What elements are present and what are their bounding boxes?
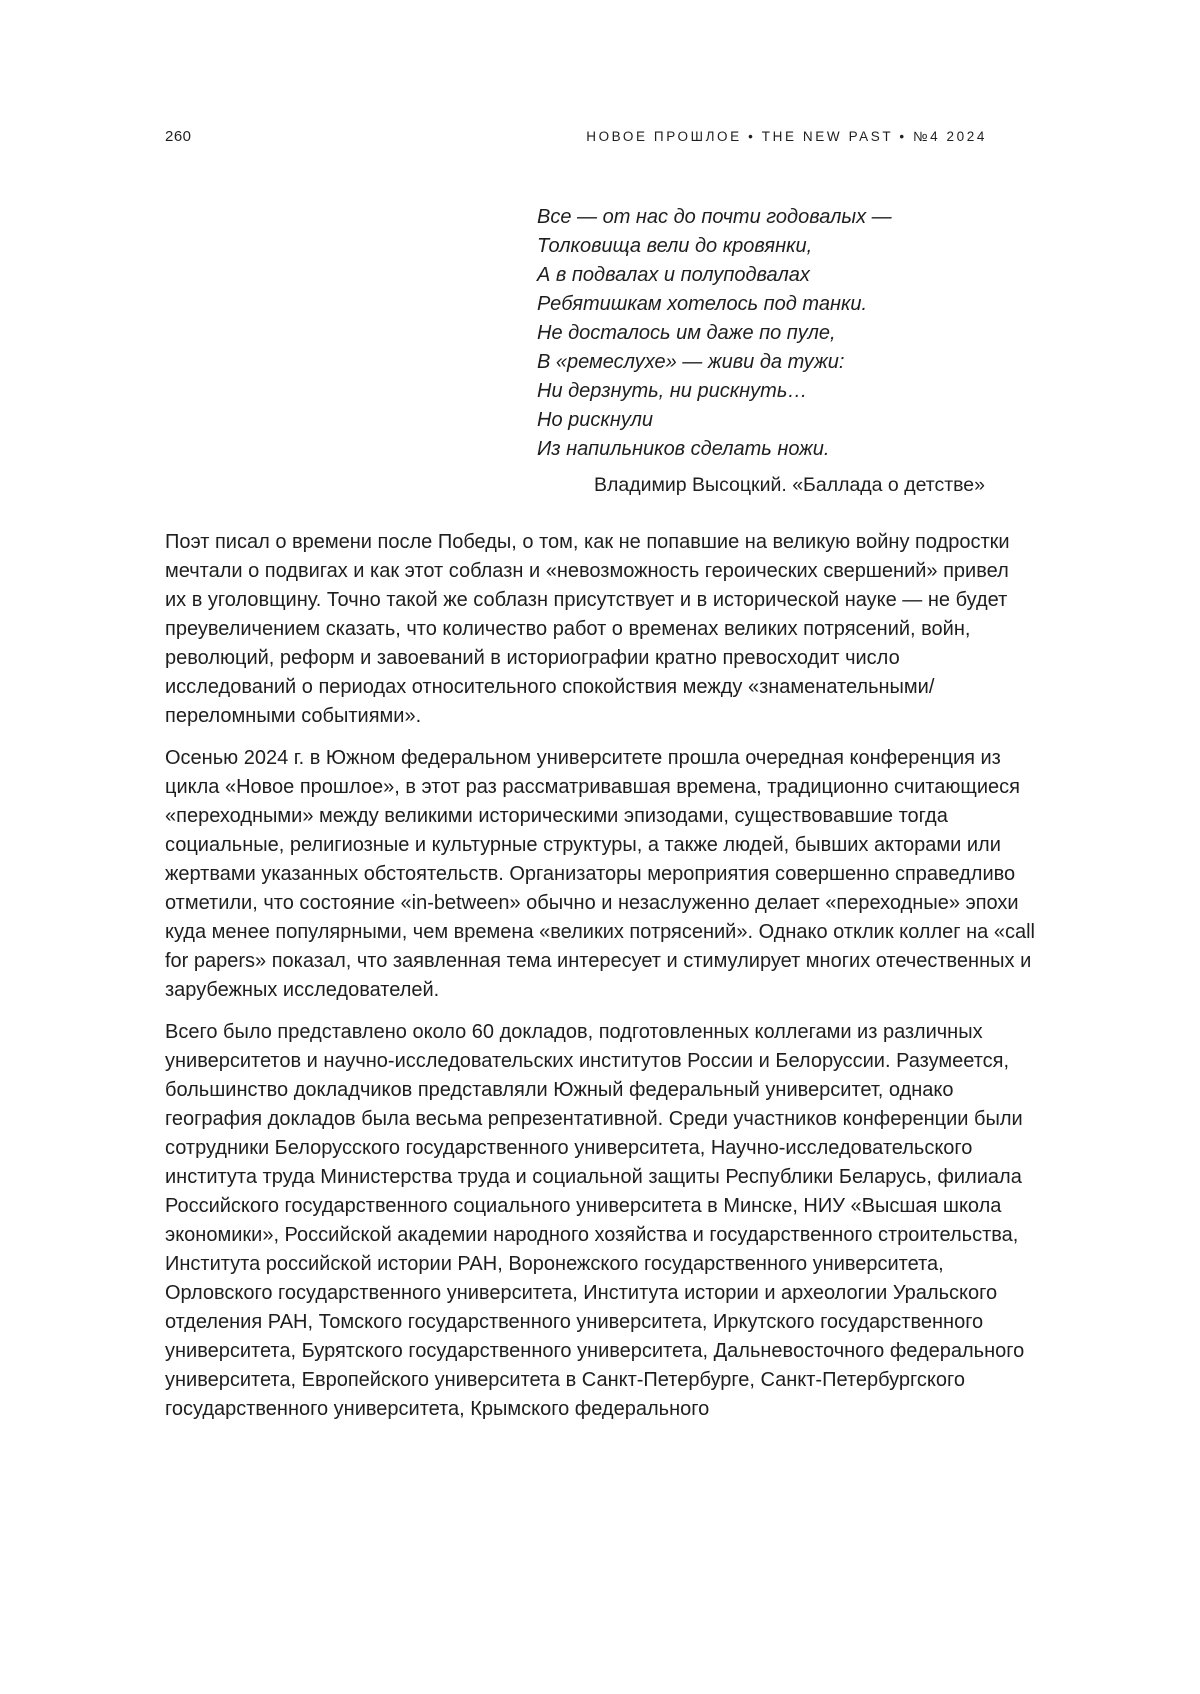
epigraph-line: В «ремеслухе» — живи да тужи: [537, 351, 845, 373]
page-number: 260 [165, 128, 192, 145]
epigraph-poem [537, 203, 1035, 464]
epigraph-attribution: Владимир Высоцкий. «Баллада о детстве» [593, 474, 985, 496]
epigraph-line: Ребятишкам хотелось под танки. [537, 293, 868, 315]
epigraph-line: Все — от нас до почти годовалых — [537, 206, 892, 228]
paragraph: Всего было представлено около 60 докладов, подготовленных коллегами из различных университетов и научно-исследовательских институтов России и Белоруссии. Разумеется, большинство докладчиков представляли Южный федеральный университет, однако география докладов была весьма репрезентативной. Среди участников конференции были сотрудники Белорусского государственного университета, Научно-исследовательского института труда Министерства труда и социальной защиты Республики Беларусь, филиала Российского государственного социального университета в Минске, НИУ «Высшая школа экономики», Российской академии народного хозяйства и государственного строительства, Института российской истории РАН, Воронежского государственного университета, Орловского государственного университета, Института истории и археологии Уральского отделения РАН, Томского государственного университета, Иркутского государственного университета, Бурятского государственного университета, Дальневосточного федерального университета, Европейского университета в Санкт-Петербурге, Санкт-Петербургского государственного университета, Крымского федерального [165, 1021, 1025, 1420]
paragraph: Поэт писал о времени после Победы, о том, как не попавшие на великую войну подростки мечтали о подвигах и как этот соблазн и «невозможность героических свершений» привел их в уголовщину. Точно такой же соблазн присутствует и в исторической науке — не будет преувеличением сказать, что количество работ о временах великих потрясений, войн, революций, реформ и завоеваний в историографии кратно превосходит число исследований о периодах относительного спокойствия между «знаменательными/переломными событиями». [165, 531, 1010, 727]
epigraph-line: Толковища вели до кровянки, [537, 235, 813, 257]
paragraph: Осенью 2024 г. в Южном федеральном университете прошла очередная конференция из цикла «Новое прошлое», в этот раз рассматривавшая времена, традиционно считающиеся «переходными» между великими историческими эпизодами, существовавшие тогда социальные, религиозные и культурные структуры, а также людей, бывших акторами или жертвами указанных обстоятельств. Организаторы мероприятия совершенно справедливо отметили, что состояние «in-between» обычно и незаслуженно делает «переходные» эпохи куда менее популярными, чем времена «великих потрясений». Однако отклик коллег на «call for papers» показал, что заявленная тема интересует и стимулирует многих отечественных и зарубежных исследователей. [165, 747, 1035, 1001]
epigraph-line: Ни дерзнуть, ни рискнуть… [537, 380, 808, 402]
journal-title: НОВОЕ ПРОШЛОЕ • THE NEW PAST • №4 2024 [586, 129, 987, 144]
epigraph-line: А в подвалах и полуподвалах [537, 264, 810, 286]
epigraph-line: Не досталось им даже по пуле, [537, 322, 836, 344]
epigraph-line: Но рискнули [537, 409, 653, 431]
page-header [165, 0, 1035, 145]
epigraph-line: Из напильников сделать ножи. [537, 438, 830, 460]
article-body [165, 528, 1035, 1424]
epigraph [537, 203, 1035, 500]
